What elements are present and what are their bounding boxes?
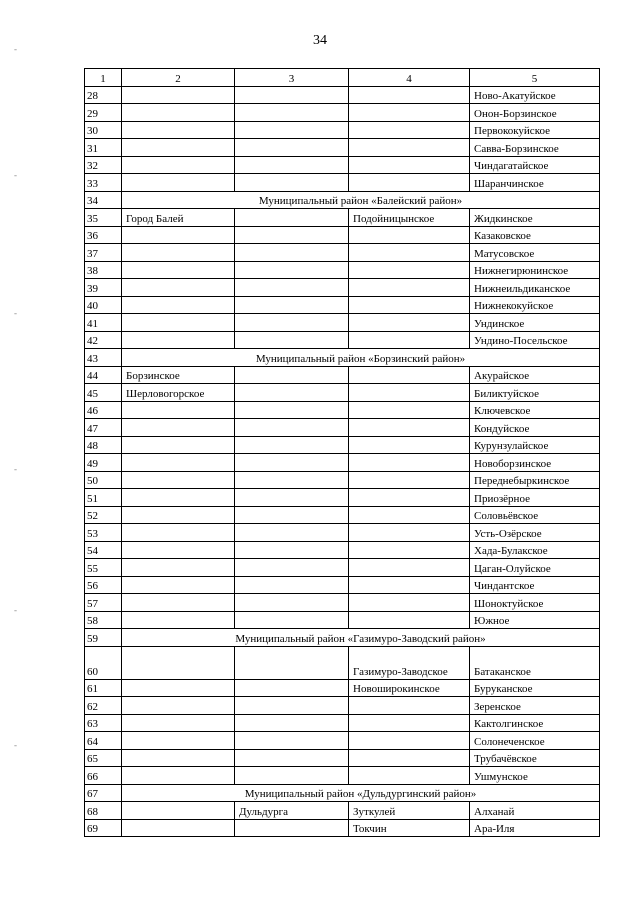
row-number: 66 (85, 767, 122, 785)
rural-settlement-cell: Чиндагатайское (470, 156, 600, 174)
margin-mark: - (14, 464, 17, 474)
settlement-cell (349, 86, 470, 104)
column-header: 5 (470, 69, 600, 87)
table-row (85, 104, 600, 122)
rural-settlement-cell: Ундинское (470, 314, 600, 332)
settlement-cell (349, 611, 470, 629)
urban-settlement-cell (122, 611, 235, 629)
table-row (85, 819, 600, 837)
city-district-cell (235, 454, 349, 472)
city-district-cell (235, 174, 349, 192)
settlement-cell (349, 226, 470, 244)
rural-settlement-cell: Алханай (470, 802, 600, 820)
settlement-cell (349, 559, 470, 577)
column-header: 2 (122, 69, 235, 87)
section-title: Муниципальный район «Дульдургинский район» (122, 784, 600, 802)
row-number: 68 (85, 802, 122, 820)
row-number: 41 (85, 314, 122, 332)
table-row (85, 714, 600, 732)
rural-settlement-cell: Савва-Борзинское (470, 139, 600, 157)
table-body (85, 69, 600, 837)
urban-settlement-cell (122, 679, 235, 697)
table-row (85, 679, 600, 697)
row-number: 53 (85, 524, 122, 542)
margin-mark: - (14, 308, 17, 318)
city-district-cell (235, 314, 349, 332)
table-row (85, 576, 600, 594)
urban-settlement-cell (122, 489, 235, 507)
table-row (85, 244, 600, 262)
city-district-cell (235, 366, 349, 384)
row-number: 61 (85, 679, 122, 697)
city-district-cell (235, 489, 349, 507)
settlement-cell (349, 471, 470, 489)
city-district-cell (235, 576, 349, 594)
settlement-cell (349, 454, 470, 472)
rural-settlement-cell: Казаковское (470, 226, 600, 244)
urban-settlement-cell: Борзинское (122, 366, 235, 384)
table-row (85, 156, 600, 174)
city-district-cell (235, 401, 349, 419)
table-row (85, 611, 600, 629)
urban-settlement-cell (122, 436, 235, 454)
row-number: 69 (85, 819, 122, 837)
table-row (85, 489, 600, 507)
city-district-cell (235, 524, 349, 542)
settlement-cell (349, 174, 470, 192)
urban-settlement-cell (122, 121, 235, 139)
settlement-cell (349, 714, 470, 732)
section-row (85, 349, 600, 367)
table-row (85, 419, 600, 437)
row-number: 35 (85, 209, 122, 227)
page-number: 34 (313, 33, 327, 48)
table-row (85, 366, 600, 384)
urban-settlement-cell (122, 226, 235, 244)
row-number: 65 (85, 749, 122, 767)
table-row (85, 86, 600, 104)
city-district-cell (235, 226, 349, 244)
settlement-cell (349, 314, 470, 332)
rural-settlement-cell: Ундино-Посельское (470, 331, 600, 349)
settlement-cell (349, 121, 470, 139)
row-number: 28 (85, 86, 122, 104)
row-number: 57 (85, 594, 122, 612)
city-district-cell (235, 384, 349, 402)
row-number: 46 (85, 401, 122, 419)
settlement-cell (349, 331, 470, 349)
settlement-cell (349, 279, 470, 297)
row-number: 37 (85, 244, 122, 262)
city-district-cell (235, 819, 349, 837)
urban-settlement-cell (122, 314, 235, 332)
row-number: 40 (85, 296, 122, 314)
table-row (85, 226, 600, 244)
city-district-cell (235, 506, 349, 524)
urban-settlement-cell (122, 174, 235, 192)
urban-settlement-cell (122, 749, 235, 767)
rural-settlement-cell: Ушмунское (470, 767, 600, 785)
row-number: 62 (85, 697, 122, 715)
row-number: 33 (85, 174, 122, 192)
rural-settlement-cell: Зеренское (470, 697, 600, 715)
city-district-cell (235, 86, 349, 104)
row-number: 48 (85, 436, 122, 454)
rural-settlement-cell: Хада-Булакское (470, 541, 600, 559)
urban-settlement-cell (122, 139, 235, 157)
urban-settlement-cell (122, 541, 235, 559)
urban-settlement-cell (122, 331, 235, 349)
urban-settlement-cell (122, 594, 235, 612)
settlement-cell (349, 697, 470, 715)
settlement-cell (349, 156, 470, 174)
rural-settlement-cell: Батаканское (470, 646, 600, 679)
table-row (85, 697, 600, 715)
city-district-cell (235, 104, 349, 122)
settlement-cell (349, 419, 470, 437)
urban-settlement-cell (122, 86, 235, 104)
settlement-cell (349, 576, 470, 594)
settlement-cell: Токчин (349, 819, 470, 837)
city-district-cell (235, 121, 349, 139)
city-district-cell (235, 749, 349, 767)
row-number: 45 (85, 384, 122, 402)
city-district-cell (235, 767, 349, 785)
settlement-cell (349, 732, 470, 750)
margin-mark: - (14, 44, 17, 54)
rural-settlement-cell: Приозёрное (470, 489, 600, 507)
urban-settlement-cell (122, 802, 235, 820)
row-number: 52 (85, 506, 122, 524)
row-number: 56 (85, 576, 122, 594)
row-number: 58 (85, 611, 122, 629)
city-district-cell (235, 541, 349, 559)
row-number: 29 (85, 104, 122, 122)
settlement-cell (349, 749, 470, 767)
rural-settlement-cell: Трубачёвское (470, 749, 600, 767)
row-number: 36 (85, 226, 122, 244)
city-district-cell (235, 471, 349, 489)
settlement-cell (349, 384, 470, 402)
row-number: 30 (85, 121, 122, 139)
settlement-cell (349, 104, 470, 122)
settlement-cell (349, 436, 470, 454)
city-district-cell (235, 139, 349, 157)
table-row (85, 646, 600, 679)
row-number: 64 (85, 732, 122, 750)
row-number: 44 (85, 366, 122, 384)
rural-settlement-cell: Соловьёвское (470, 506, 600, 524)
table-row (85, 436, 600, 454)
city-district-cell (235, 279, 349, 297)
city-district-cell (235, 646, 349, 679)
city-district-cell (235, 331, 349, 349)
city-district-cell (235, 261, 349, 279)
row-number: 32 (85, 156, 122, 174)
urban-settlement-cell (122, 279, 235, 297)
settlement-cell (349, 296, 470, 314)
urban-settlement-cell (122, 471, 235, 489)
table-row (85, 454, 600, 472)
settlement-cell (349, 261, 470, 279)
section-title: Муниципальный район «Балейский район» (122, 191, 600, 209)
table-row (85, 732, 600, 750)
table-row (85, 139, 600, 157)
settlement-cell (349, 524, 470, 542)
urban-settlement-cell (122, 506, 235, 524)
margin-mark: - (14, 170, 17, 180)
row-number: 60 (85, 646, 122, 679)
row-number: 43 (85, 349, 122, 367)
urban-settlement-cell (122, 524, 235, 542)
urban-settlement-cell (122, 244, 235, 262)
table-row (85, 506, 600, 524)
table-row (85, 749, 600, 767)
row-number: 50 (85, 471, 122, 489)
rural-settlement-cell: Матусовское (470, 244, 600, 262)
rural-settlement-cell: Ара-Иля (470, 819, 600, 837)
city-district-cell (235, 296, 349, 314)
rural-settlement-cell: Ключевское (470, 401, 600, 419)
settlement-cell (349, 401, 470, 419)
city-district-cell: Дульдурга (235, 802, 349, 820)
rural-settlement-cell: Нижнекокуйское (470, 296, 600, 314)
table-row (85, 384, 600, 402)
rural-settlement-cell: Биликтуйское (470, 384, 600, 402)
table-row (85, 209, 600, 227)
urban-settlement-cell (122, 104, 235, 122)
column-header: 4 (349, 69, 470, 87)
rural-settlement-cell: Буруканское (470, 679, 600, 697)
city-district-cell (235, 244, 349, 262)
city-district-cell (235, 156, 349, 174)
row-number: 55 (85, 559, 122, 577)
city-district-cell (235, 594, 349, 612)
settlement-cell (349, 366, 470, 384)
row-number: 54 (85, 541, 122, 559)
urban-settlement-cell (122, 646, 235, 679)
urban-settlement-cell (122, 576, 235, 594)
urban-settlement-cell (122, 419, 235, 437)
rural-settlement-cell: Нижнегирюнинское (470, 261, 600, 279)
settlement-cell (349, 139, 470, 157)
rural-settlement-cell: Солонеченское (470, 732, 600, 750)
rural-settlement-cell: Нижнеильдиканское (470, 279, 600, 297)
city-district-cell (235, 679, 349, 697)
column-header: 1 (85, 69, 122, 87)
row-number: 67 (85, 784, 122, 802)
table-row (85, 559, 600, 577)
row-number: 31 (85, 139, 122, 157)
column-header: 3 (235, 69, 349, 87)
rural-settlement-cell: Чиндантское (470, 576, 600, 594)
rural-settlement-cell: Первококуйское (470, 121, 600, 139)
urban-settlement-cell (122, 296, 235, 314)
section-row (85, 191, 600, 209)
section-row (85, 629, 600, 647)
section-title: Муниципальный район «Газимуро-Заводский район» (122, 629, 600, 647)
rural-settlement-cell: Переднебыркинское (470, 471, 600, 489)
row-number: 38 (85, 261, 122, 279)
city-district-cell (235, 714, 349, 732)
city-district-cell (235, 436, 349, 454)
rural-settlement-cell: Новоборзинское (470, 454, 600, 472)
settlement-cell (349, 506, 470, 524)
settlement-cell: Зуткулей (349, 802, 470, 820)
rural-settlement-cell: Онон-Борзинское (470, 104, 600, 122)
table-row (85, 331, 600, 349)
settlement-cell (349, 489, 470, 507)
rural-settlement-cell: Шоноктуйское (470, 594, 600, 612)
rural-settlement-cell: Шаранчинское (470, 174, 600, 192)
rural-settlement-cell: Жидкинское (470, 209, 600, 227)
urban-settlement-cell (122, 454, 235, 472)
urban-settlement-cell: Город Балей (122, 209, 235, 227)
city-district-cell (235, 697, 349, 715)
margin-mark: - (14, 605, 17, 615)
row-number: 47 (85, 419, 122, 437)
row-number: 34 (85, 191, 122, 209)
settlement-cell: Подойницынское (349, 209, 470, 227)
rural-settlement-cell: Ново-Акатуйское (470, 86, 600, 104)
rural-settlement-cell: Кондуйское (470, 419, 600, 437)
urban-settlement-cell (122, 714, 235, 732)
row-number: 63 (85, 714, 122, 732)
settlement-cell (349, 244, 470, 262)
row-number: 39 (85, 279, 122, 297)
settlements-table (84, 68, 600, 837)
urban-settlement-cell (122, 401, 235, 419)
rural-settlement-cell: Цаган-Олуйское (470, 559, 600, 577)
rural-settlement-cell: Акурайское (470, 366, 600, 384)
section-row (85, 784, 600, 802)
table-row (85, 174, 600, 192)
urban-settlement-cell: Шерловогорское (122, 384, 235, 402)
rural-settlement-cell: Усть-Озёрское (470, 524, 600, 542)
rural-settlement-cell: Курунзулайское (470, 436, 600, 454)
urban-settlement-cell (122, 156, 235, 174)
city-district-cell (235, 419, 349, 437)
table-row (85, 802, 600, 820)
table-row (85, 314, 600, 332)
row-number: 59 (85, 629, 122, 647)
urban-settlement-cell (122, 559, 235, 577)
settlement-cell (349, 594, 470, 612)
urban-settlement-cell (122, 261, 235, 279)
urban-settlement-cell (122, 697, 235, 715)
urban-settlement-cell (122, 767, 235, 785)
city-district-cell (235, 559, 349, 577)
city-district-cell (235, 209, 349, 227)
settlement-cell (349, 541, 470, 559)
table-row (85, 401, 600, 419)
city-district-cell (235, 611, 349, 629)
table-row (85, 296, 600, 314)
urban-settlement-cell (122, 732, 235, 750)
table-row (85, 121, 600, 139)
table-row (85, 279, 600, 297)
settlement-cell: Газимуро-Заводское (349, 646, 470, 679)
rural-settlement-cell: Кактолгинское (470, 714, 600, 732)
rural-settlement-cell: Южное (470, 611, 600, 629)
urban-settlement-cell (122, 819, 235, 837)
table-row (85, 541, 600, 559)
table-header-row (85, 69, 600, 87)
table-row (85, 594, 600, 612)
margin-mark: - (14, 740, 17, 750)
settlement-cell (349, 767, 470, 785)
table-row (85, 767, 600, 785)
table-row (85, 524, 600, 542)
city-district-cell (235, 732, 349, 750)
section-title: Муниципальный район «Борзинский район» (122, 349, 600, 367)
table-row (85, 471, 600, 489)
row-number: 51 (85, 489, 122, 507)
row-number: 42 (85, 331, 122, 349)
row-number: 49 (85, 454, 122, 472)
table-row (85, 261, 600, 279)
settlement-cell: Новоширокинское (349, 679, 470, 697)
